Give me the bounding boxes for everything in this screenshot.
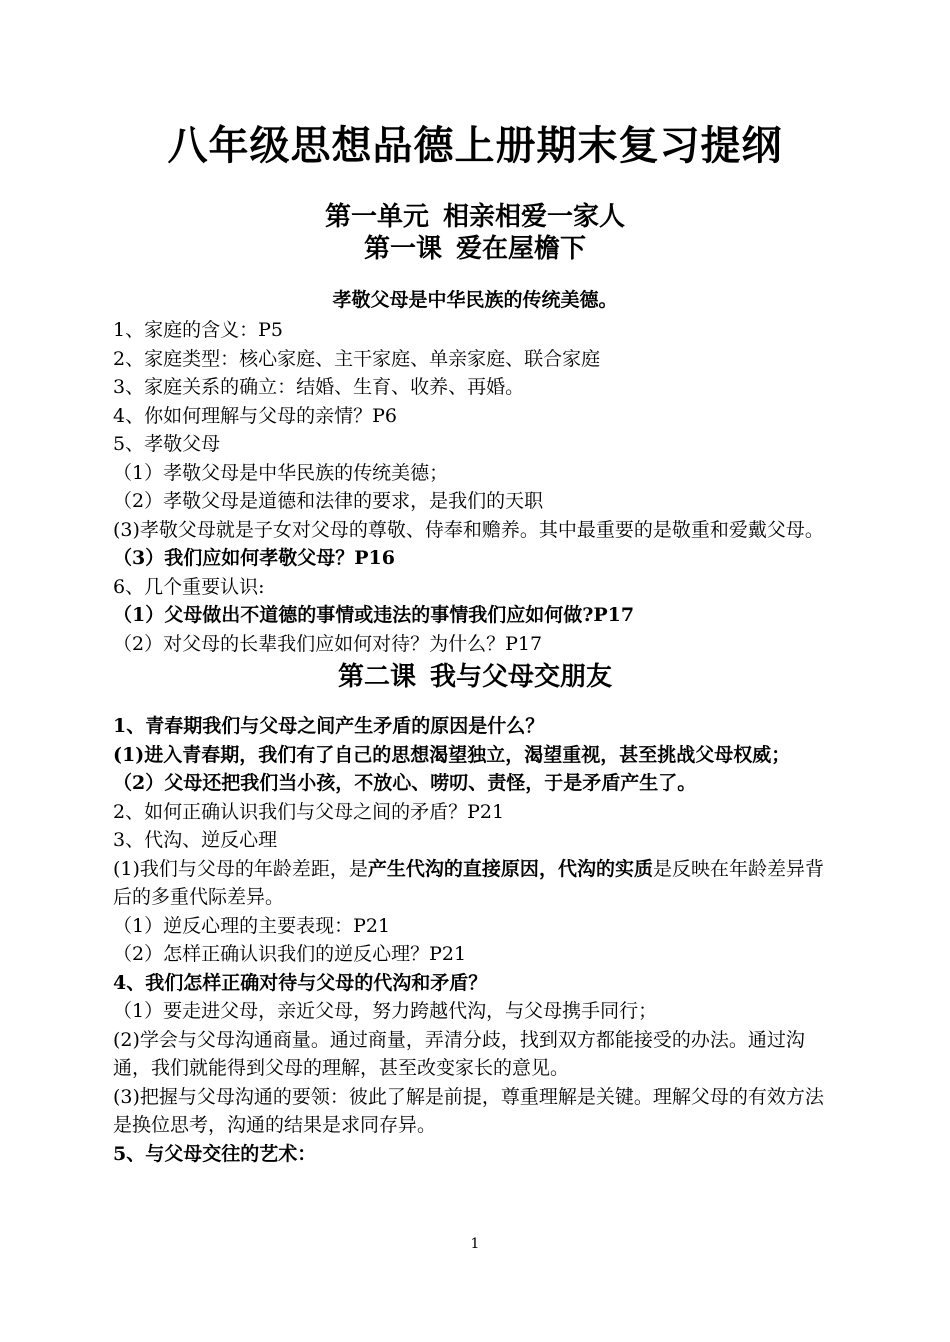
- lesson1-subtitle: 孝敬父母是中华民族的传统美德。: [332, 289, 618, 311]
- answer-line-bold: (1)进入青春期，我们有了自己的思想渴望独立，渴望重视，甚至挑战父母权威；: [113, 743, 791, 766]
- lesson2-number: 第二课: [337, 662, 416, 692]
- answer-line: (3)把握与父母沟通的要领：彼此了解是前提，尊重理解是关键。理解父母的有效方法是换位思考，沟通的结果是求同存异。: [113, 1085, 824, 1136]
- text-line: （2）对父母的长辈我们应如何对待？为什么？P17: [113, 632, 543, 655]
- answer-line: （2）怎样正确认识我们的逆反心理？P21: [113, 943, 467, 965]
- document-body: [113, 316, 839, 1168]
- text-line: 2、家庭类型：核心家庭、主干家庭、单亲家庭、联合家庭: [113, 347, 601, 370]
- spacer: [113, 694, 839, 712]
- unit-heading: [0, 200, 950, 234]
- lesson1-heading: [0, 232, 950, 266]
- text-line: 5、孝敬父母: [113, 433, 221, 455]
- lesson2-heading: [0, 660, 950, 694]
- document-title: 八年级思想品德上册期末复习提纲: [167, 123, 783, 169]
- text-run: 是反映在年龄差异背后的多重代际差异。: [113, 857, 824, 908]
- text-run: (1)我们与父母的年龄差距，是: [113, 857, 368, 880]
- answer-line: (2)学会与父母沟通商量。通过商量，弄清分歧，找到双方都能接受的办法。通过沟通，我们就能得到父母的理解，甚至改变家长的意见。: [113, 1028, 805, 1079]
- unit-number: 第一单元: [324, 202, 429, 232]
- lesson1-number: 第一课: [363, 234, 442, 264]
- text-run-bold: ，: [538, 857, 558, 880]
- text-line: (3)孝敬父母就是子女对父母的尊敬、侍奉和赡养。其中最重要的是敬重和爱戴父母。: [113, 518, 824, 541]
- lesson2-name: 我与父母交朋友: [430, 662, 613, 692]
- text-run-bold: 代沟的实质: [557, 857, 653, 880]
- question-5: 5、与父母交往的艺术：: [113, 1142, 317, 1165]
- answer-line-bold: （2）父母还把我们当小孩，不放心、唠叨、责怪，于是矛盾产生了。: [113, 772, 697, 794]
- text-line: （1）孝敬父母是中华民族的传统美德；: [113, 461, 449, 484]
- text-line-bold: （1）父母做出不道德的事情或违法的事情我们应如何做?P17: [113, 604, 635, 626]
- answer-line: （1）逆反心理的主要表现：P21: [113, 914, 391, 937]
- question-3: 3、代沟、逆反心理: [113, 829, 278, 851]
- text-line: 4、你如何理解与父母的亲情？P6: [113, 404, 397, 427]
- text-run-bold: 产生代沟的直接原因: [367, 857, 539, 880]
- unit-name: 相亲相爱一家人: [443, 202, 626, 232]
- question-4: 4、我们怎样正确对待与父母的代沟和矛盾？: [113, 971, 488, 994]
- lesson1-name: 爱在屋檐下: [456, 234, 587, 264]
- text-line: 3、家庭关系的确立：结婚、生育、收养、再婚。: [113, 376, 525, 398]
- text-line: （2）孝敬父母是道德和法律的要求，是我们的天职: [113, 490, 544, 512]
- text-line: 1、家庭的含义：P5: [113, 319, 283, 341]
- answer-line-mixed: [113, 855, 839, 912]
- page-number: 1: [470, 1236, 480, 1252]
- question-2: 2、如何正确认识我们与父母之间的矛盾？P21: [113, 800, 505, 823]
- text-line-bold: （3）我们应如何孝敬父母？P16: [113, 547, 395, 569]
- text-line: 6、几个重要认识:: [113, 575, 265, 598]
- question-1: 1、青春期我们与父母之间产生矛盾的原因是什么？: [113, 715, 545, 737]
- answer-line: （1）要走进父母，亲近父母，努力跨越代沟，与父母携手同行；: [113, 1000, 658, 1022]
